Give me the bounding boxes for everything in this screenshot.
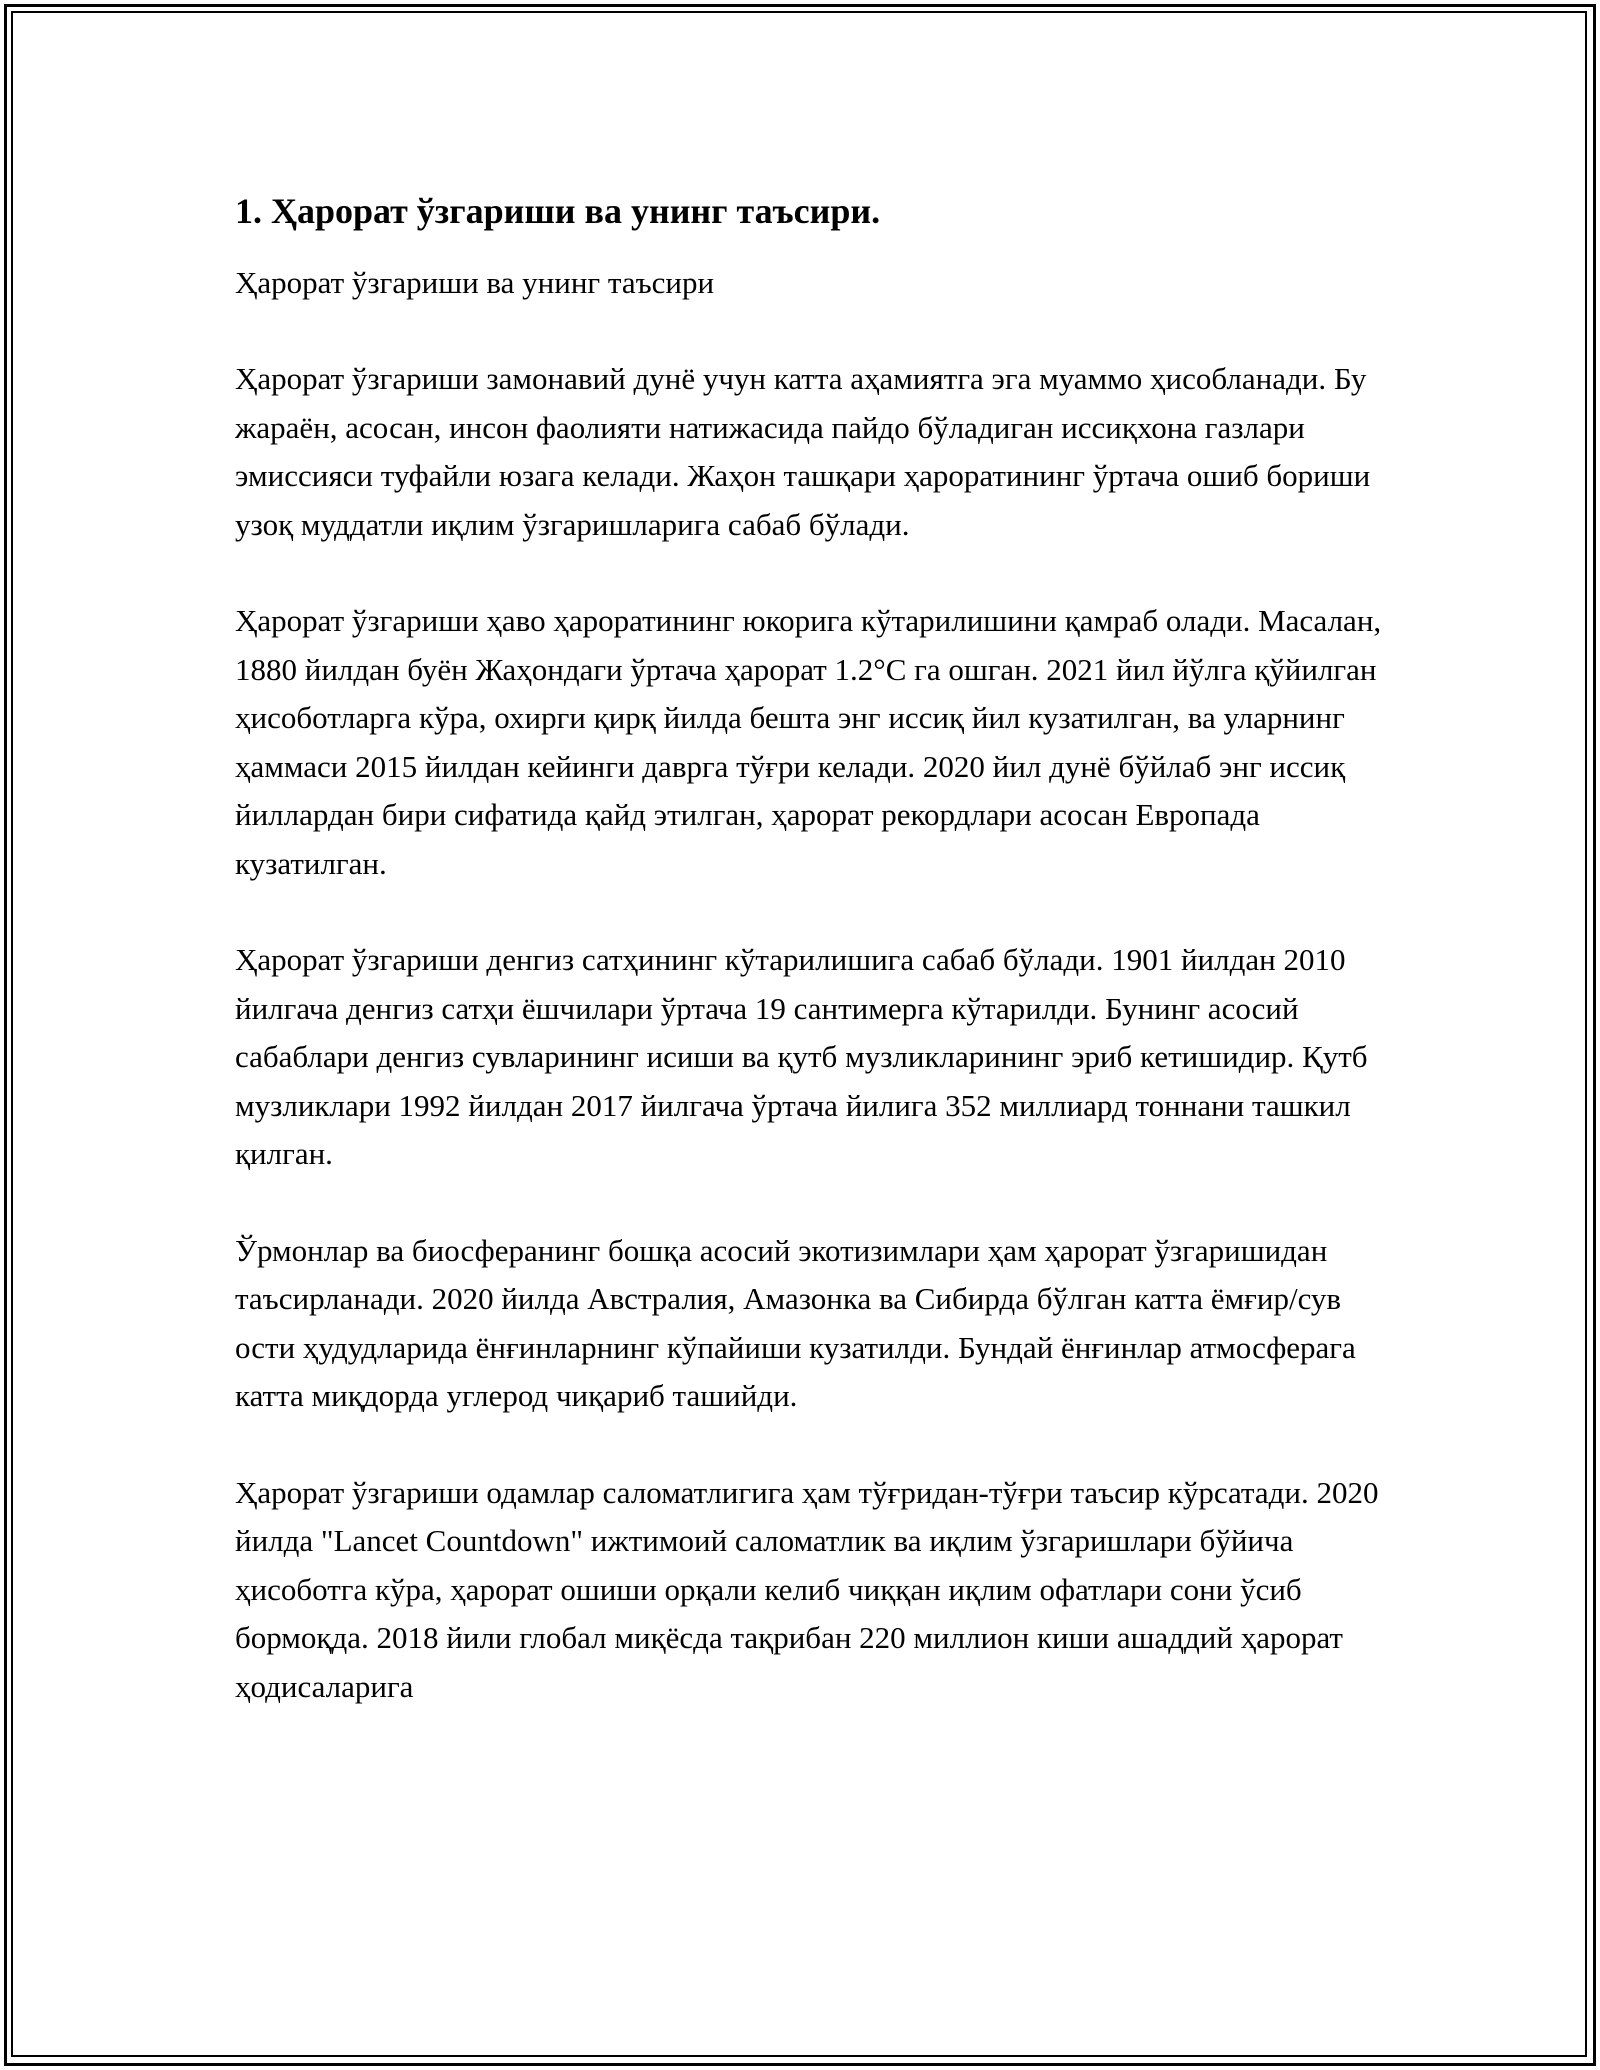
paragraph-1: Ҳарорат ўзгариши замонавий дунё учун катта аҳамиятга эга муаммо ҳисобланади. Бу жараён, асосан, инсон фаолияти натижасида пайдо бўладиган иссиқхона газлари эмиссияси туфайли юзага келади. Жаҳон ташқари ҳароратининг ўртача ошиб бориши узоқ муддатли иқлим ўзгаришларига сабаб бўлади. (235, 361, 1371, 542)
document-body (235, 175, 1395, 1711)
paragraph-5: Ҳарорат ўзгариши одамлар саломатлигига ҳам тўғридан-тўғри таъсир кўрсатади. 2020 йилда "Lancet Countdown" ижтимоий саломатлик ва иқлим ўзгаришлари бўйича ҳисоботга кўра, ҳарорат ошиши орқали келиб чиққан иқлим офатлари сони ўсиб бормоқда. 2018 йили глобал миқёсда тақрибан 220 миллион киши ашаддий ҳарорат ҳодисаларига (235, 1474, 1379, 1704)
document-heading: 1. Ҳарорат ўзгариши ва унинг таъсири. (235, 191, 881, 231)
paragraph-4: Ўрмонлар ва биосферанинг бошқа асосий экотизимлари ҳам ҳарорат ўзгаришидан таъсирланади. 2020 йилда Австралия, Амазонка ва Сибирда бўлган катта ёмғир/сув ости ҳудудларида ёнғинларнинг кўпайиши кузатилди. Бундай ёнғинлар атмосферага катта миқдорда углерод чиқариб ташийди. (235, 1232, 1356, 1413)
paragraph-2: Ҳарорат ўзгариши ҳаво ҳароратининг юкорига кўтарилишини қамраб олади. Масалан, 1880 йилдан буён Жаҳондаги ўртача ҳарорат 1.2°C га ошган. 2021 йил йўлга қўйилган ҳисоботларга кўра, охирги қирқ йилда бешта энг иссиқ йил кузатилган, ва уларнинг ҳаммаси 2015 йилдан кейинги даврга тўғри келади. 2020 йил дунё бўйлаб энг иссиқ йиллардан бири сифатида қайд этилган, ҳарорат рекордлари асосан Европада кузатилган. (235, 603, 1382, 881)
paragraph-3: Ҳарорат ўзгариши денгиз сатҳининг кўтарилишига сабаб бўлади. 1901 йилдан 2010 йилгача денгиз сатҳи ёшчилари ўртача 19 сантимерга кўтарилди. Бунинг асосий сабаблари денгиз сувларининг исиши ва қутб музликларининг эриб кетишидир. Қутб музликлари 1992 йилдан 2017 йилгача ўртача йилига 352 миллиард тоннани ташкил қилган. (235, 942, 1368, 1171)
document-subtitle: Ҳарорат ўзгариши ва унинг таъсири (235, 265, 715, 300)
